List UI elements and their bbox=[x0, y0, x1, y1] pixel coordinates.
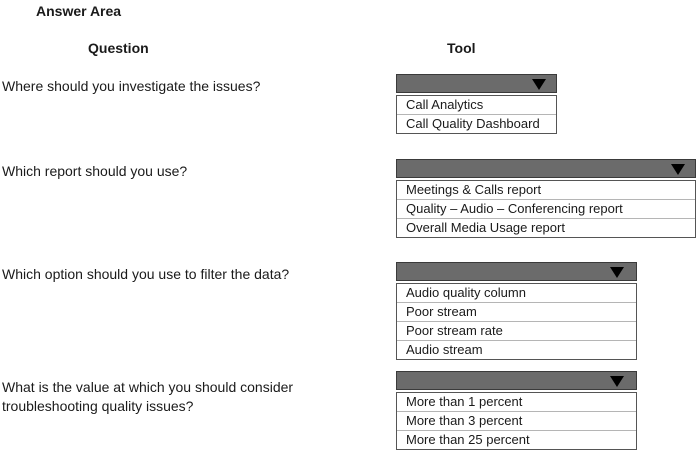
question-4-text-line-1: What is the value at which you should consider bbox=[2, 379, 294, 395]
option-audio-quality-column[interactable]: Audio quality column bbox=[397, 284, 636, 303]
answer-area-title: Answer Area bbox=[36, 3, 122, 19]
option-poor-stream-rate[interactable]: Poor stream rate bbox=[397, 322, 636, 341]
option-call-analytics[interactable]: Call Analytics bbox=[397, 96, 556, 115]
option-poor-stream[interactable]: Poor stream bbox=[397, 303, 636, 322]
option-more-than-25-percent[interactable]: More than 25 percent bbox=[406, 432, 530, 447]
question-4-dropdown bbox=[396, 371, 637, 450]
question-1-dropdown-toggle[interactable] bbox=[396, 74, 557, 93]
question-1-dropdown bbox=[396, 74, 557, 134]
option-call-quality-dashboard[interactable]: Call Quality Dashboard bbox=[406, 116, 540, 131]
question-4-text bbox=[2, 378, 293, 416]
question-4-dropdown-toggle[interactable] bbox=[396, 371, 637, 390]
tool-column-header: Tool bbox=[447, 40, 476, 56]
option-meetings-calls-report[interactable]: Meetings & Calls report bbox=[397, 181, 695, 200]
question-column-header: Question bbox=[88, 40, 149, 56]
question-4-options bbox=[396, 392, 637, 450]
triangle-down-icon bbox=[671, 164, 685, 175]
option-more-than-3-percent[interactable]: More than 3 percent bbox=[397, 412, 636, 431]
option-overall-media-usage-report[interactable]: Overall Media Usage report bbox=[406, 220, 565, 235]
question-4-text-line-2: troubleshooting quality issues? bbox=[2, 398, 194, 414]
question-3-dropdown-toggle[interactable] bbox=[396, 262, 637, 281]
question-1-options bbox=[396, 95, 557, 134]
question-2-options bbox=[396, 180, 696, 238]
triangle-down-icon bbox=[610, 267, 624, 278]
option-more-than-1-percent[interactable]: More than 1 percent bbox=[397, 393, 636, 412]
question-2-dropdown-toggle[interactable] bbox=[396, 159, 696, 178]
question-3-options bbox=[396, 283, 637, 360]
question-3-dropdown bbox=[396, 262, 637, 360]
triangle-down-icon bbox=[532, 79, 546, 90]
question-2-text: Which report should you use? bbox=[2, 163, 188, 179]
option-audio-stream[interactable]: Audio stream bbox=[406, 342, 483, 357]
question-2-dropdown bbox=[396, 159, 696, 238]
question-3-text: Which option should you use to filter the data? bbox=[2, 266, 290, 282]
question-1-text: Where should you investigate the issues? bbox=[2, 78, 261, 94]
option-quality-audio-conferencing-report[interactable]: Quality – Audio – Conferencing report bbox=[397, 200, 695, 219]
triangle-down-icon bbox=[610, 376, 624, 387]
